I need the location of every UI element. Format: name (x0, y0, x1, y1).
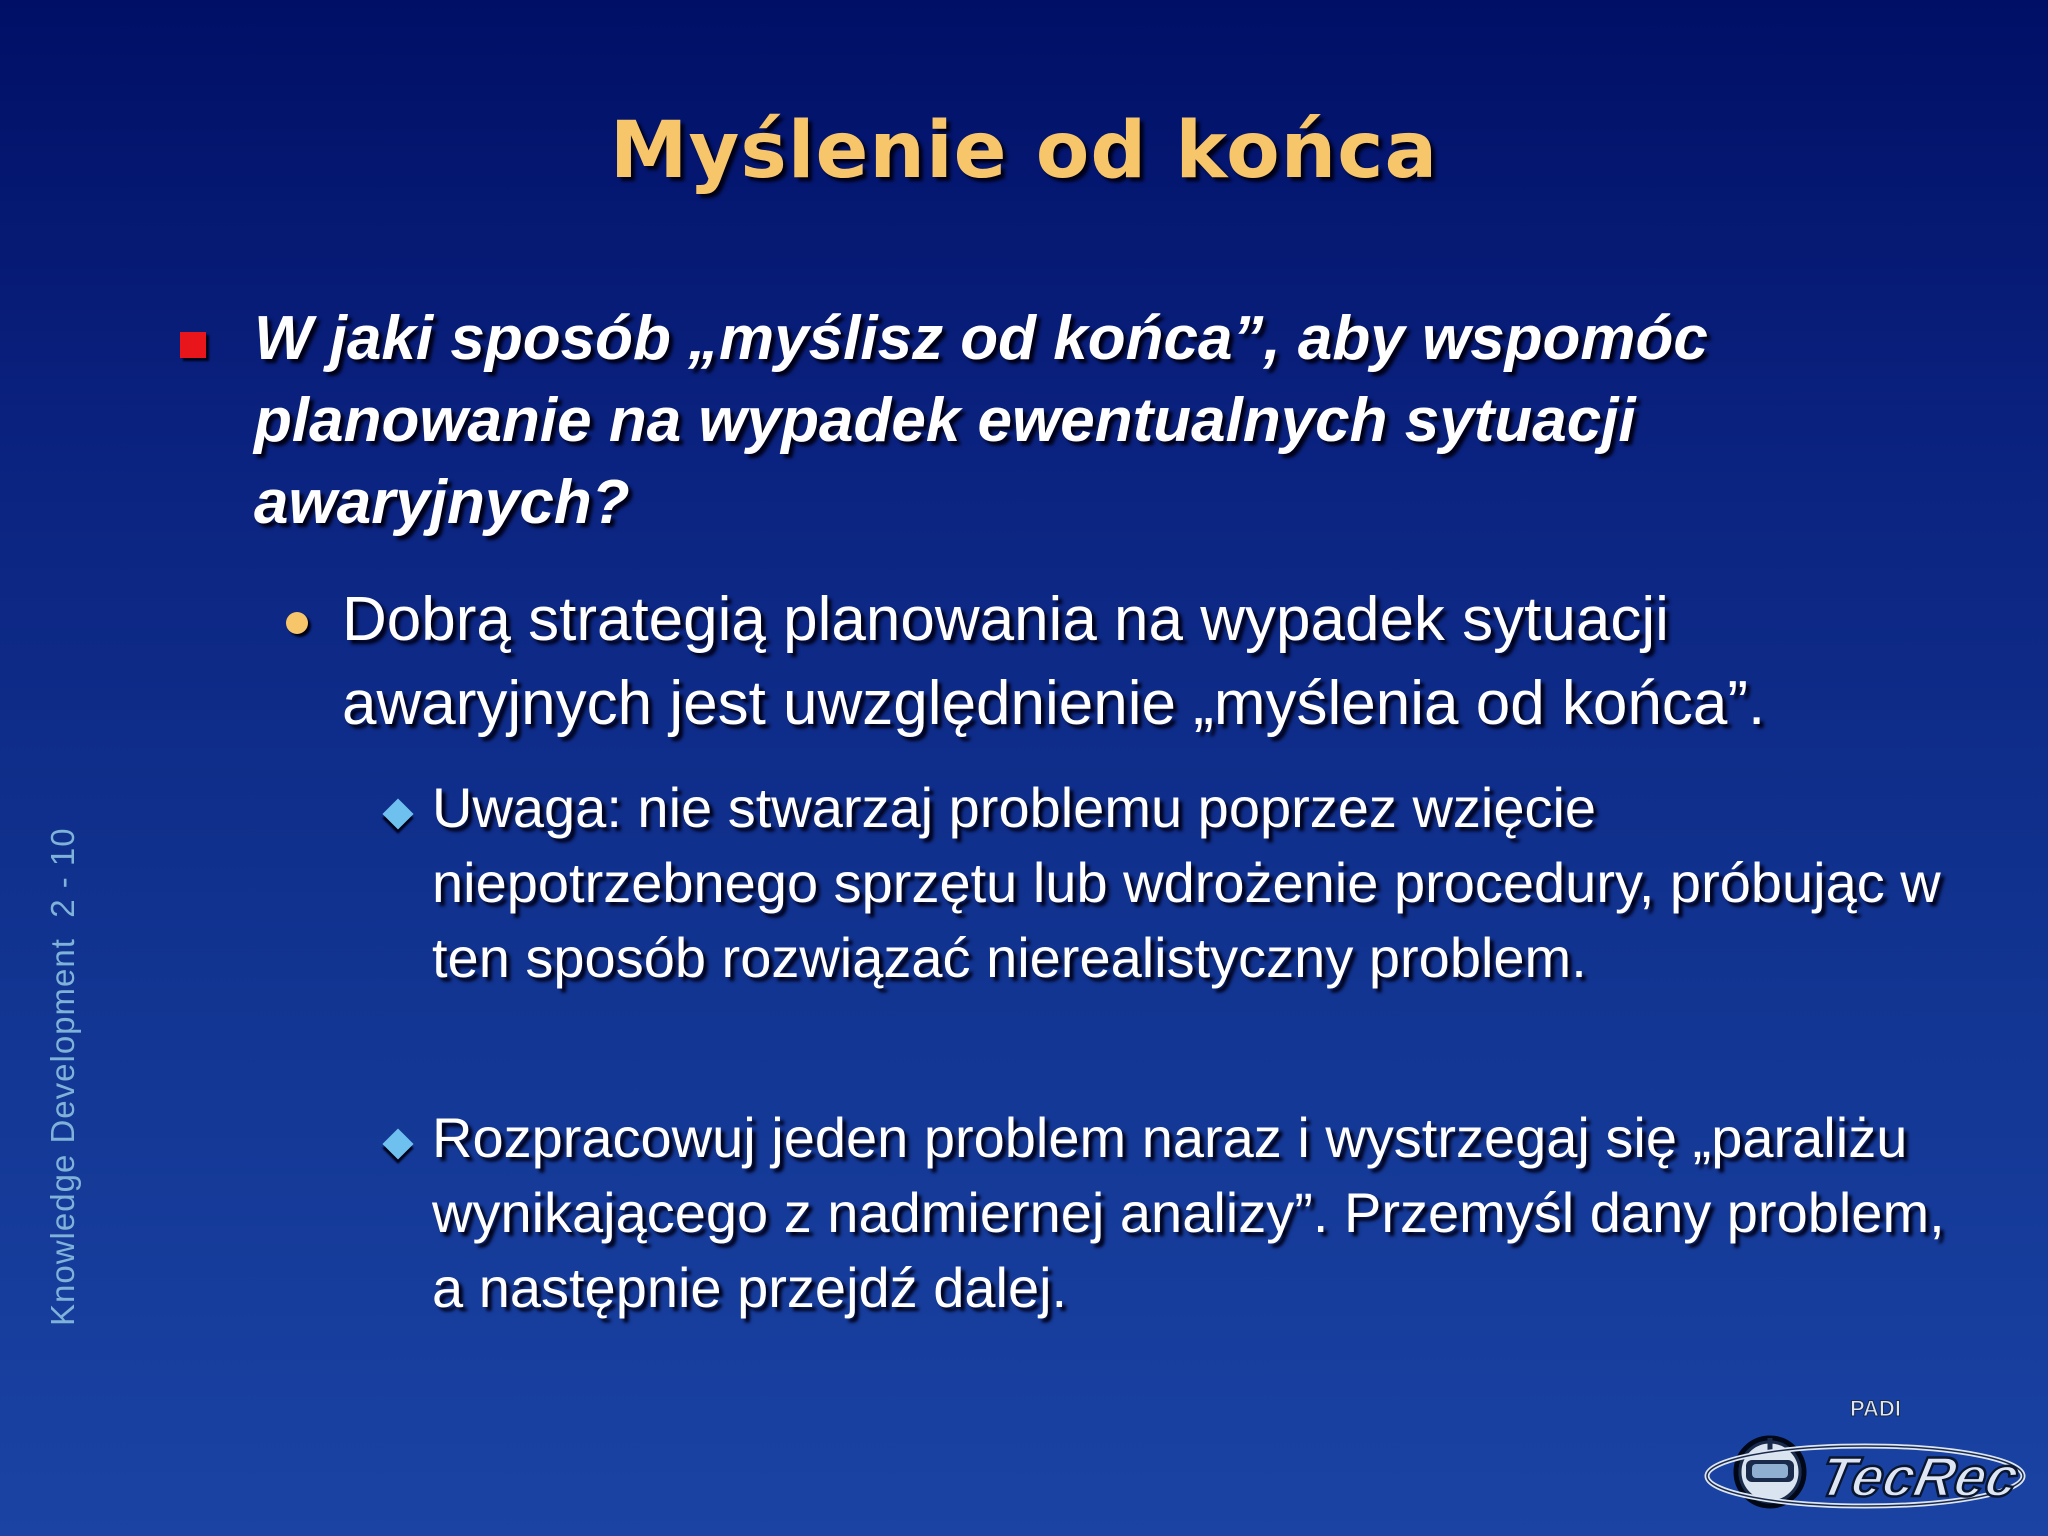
sub-bullet-tip: Rozpracowuj jeden problem naraz i wystrzegaj się „paraliżu wynikającego z nadmiernej analizy”. Przemyśl dany problem, a następnie przejdź dalej. (432, 1106, 1945, 1319)
diamond-bullet-icon (382, 798, 413, 829)
logo-brand-small: PADI (1850, 1396, 1901, 1421)
diamond-bullet-icon (382, 1128, 413, 1159)
logo-brand-main: TecRec (1814, 1445, 2025, 1508)
sub-bullet-warning: Uwaga: nie stwarzaj problemu poprzez wzięcie niepotrzebnego sprzętu lub wdrożenie procedury, próbując w ten sposób rozwiązać nierealistyczny problem. (432, 776, 1941, 989)
padi-tecrec-logo (1700, 1390, 2030, 1520)
bullet-answer: Dobrą strategią planowania na wypadek sytuacji awaryjnych jest uwzględnienie „myślenia od końca”. (342, 585, 1766, 738)
round-bullet-icon (286, 612, 308, 634)
bullet-question: W jaki sposób „myślisz od końca”, aby wspomóc planowanie na wypadek ewentualnych sytuacji awaryjnych? (254, 304, 1708, 537)
slide-number-label: Knowledge Development 2 - 10 (44, 827, 81, 1326)
slide-title: Myślenie od końca (609, 106, 1439, 196)
square-bullet-icon (180, 332, 206, 358)
